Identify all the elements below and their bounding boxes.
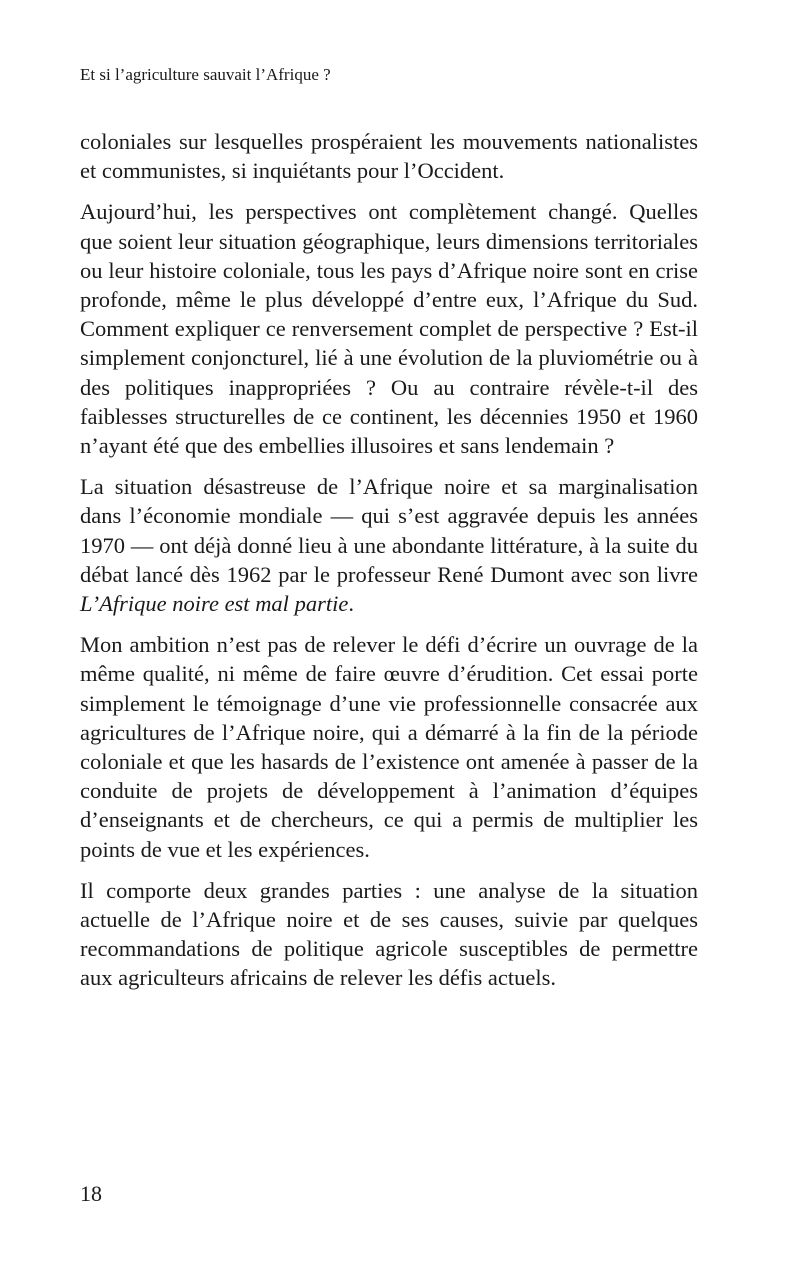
paragraph-2: Aujourd’hui, les perspectives ont complètement changé. Quelles que soient leur situation géographique, leurs dimensions territoriales ou leur histoire coloniale, tous les pays d’Afrique noire sont en crise profonde, même le plus développé d’entre eux, l’Afrique du Sud. Comment expliquer ce renversement complet de perspective ? Est-il simplement conjoncturel, lié à une évolution de la pluviométrie ou à des politiques inappropriées ? Ou au contraire révèle-t-il des faiblesses structurelles de ce continent, les décennies 1950 et 1960 n’ayant été que des embellies illusoires et sans lendemain ? [80,199,698,459]
paragraph-3-end: . [348,591,354,617]
paragraph-4: Mon ambition n’est pas de relever le défi d’écrire un ouvrage de la même qualité, ni même de faire œuvre d’érudition. Cet essai porte simplement le témoignage d’une vie professionnelle consacrée aux agricultures de l’Afrique noire, qui a démarré à la fin de la période coloniale et que les hasards de l’existence ont amenée à passer de la conduite de projets de développement à l’animation d’équipes d’enseignants et de chercheurs, ce qui a permis de multiplier les points de vue et les expériences. [80,632,698,862]
paragraph-3-text: La situation désastreuse de l’Afrique noire et sa marginalisation dans l’économie mondiale — qui s’est aggravée depuis les années 1970 — ont déjà donné lieu à une abondante littérature, à la suite du débat lancé dès 1962 par le professeur René Dumont avec son livre [80,474,698,587]
running-head: Et si l’agriculture sauvait l’Afrique ? [80,65,331,84]
book-title: L’Afrique noire est mal partie [80,591,349,617]
paragraph-5: Il comporte deux grandes parties : une analyse de la situation actuelle de l’Afrique noire et de ses causes, suivie par quelques recommandations de politique agricole susceptibles de permettre aux agriculteurs africains de relever les défis actuels. [80,877,698,991]
body-text [80,127,698,1005]
paragraph-3 [80,472,698,618]
paragraph-1: coloniales sur lesquelles prospéraient les mouvements nationalistes et communistes, si inquiétants pour l’Occident. [80,129,698,184]
page-number: 18 [80,1181,102,1206]
